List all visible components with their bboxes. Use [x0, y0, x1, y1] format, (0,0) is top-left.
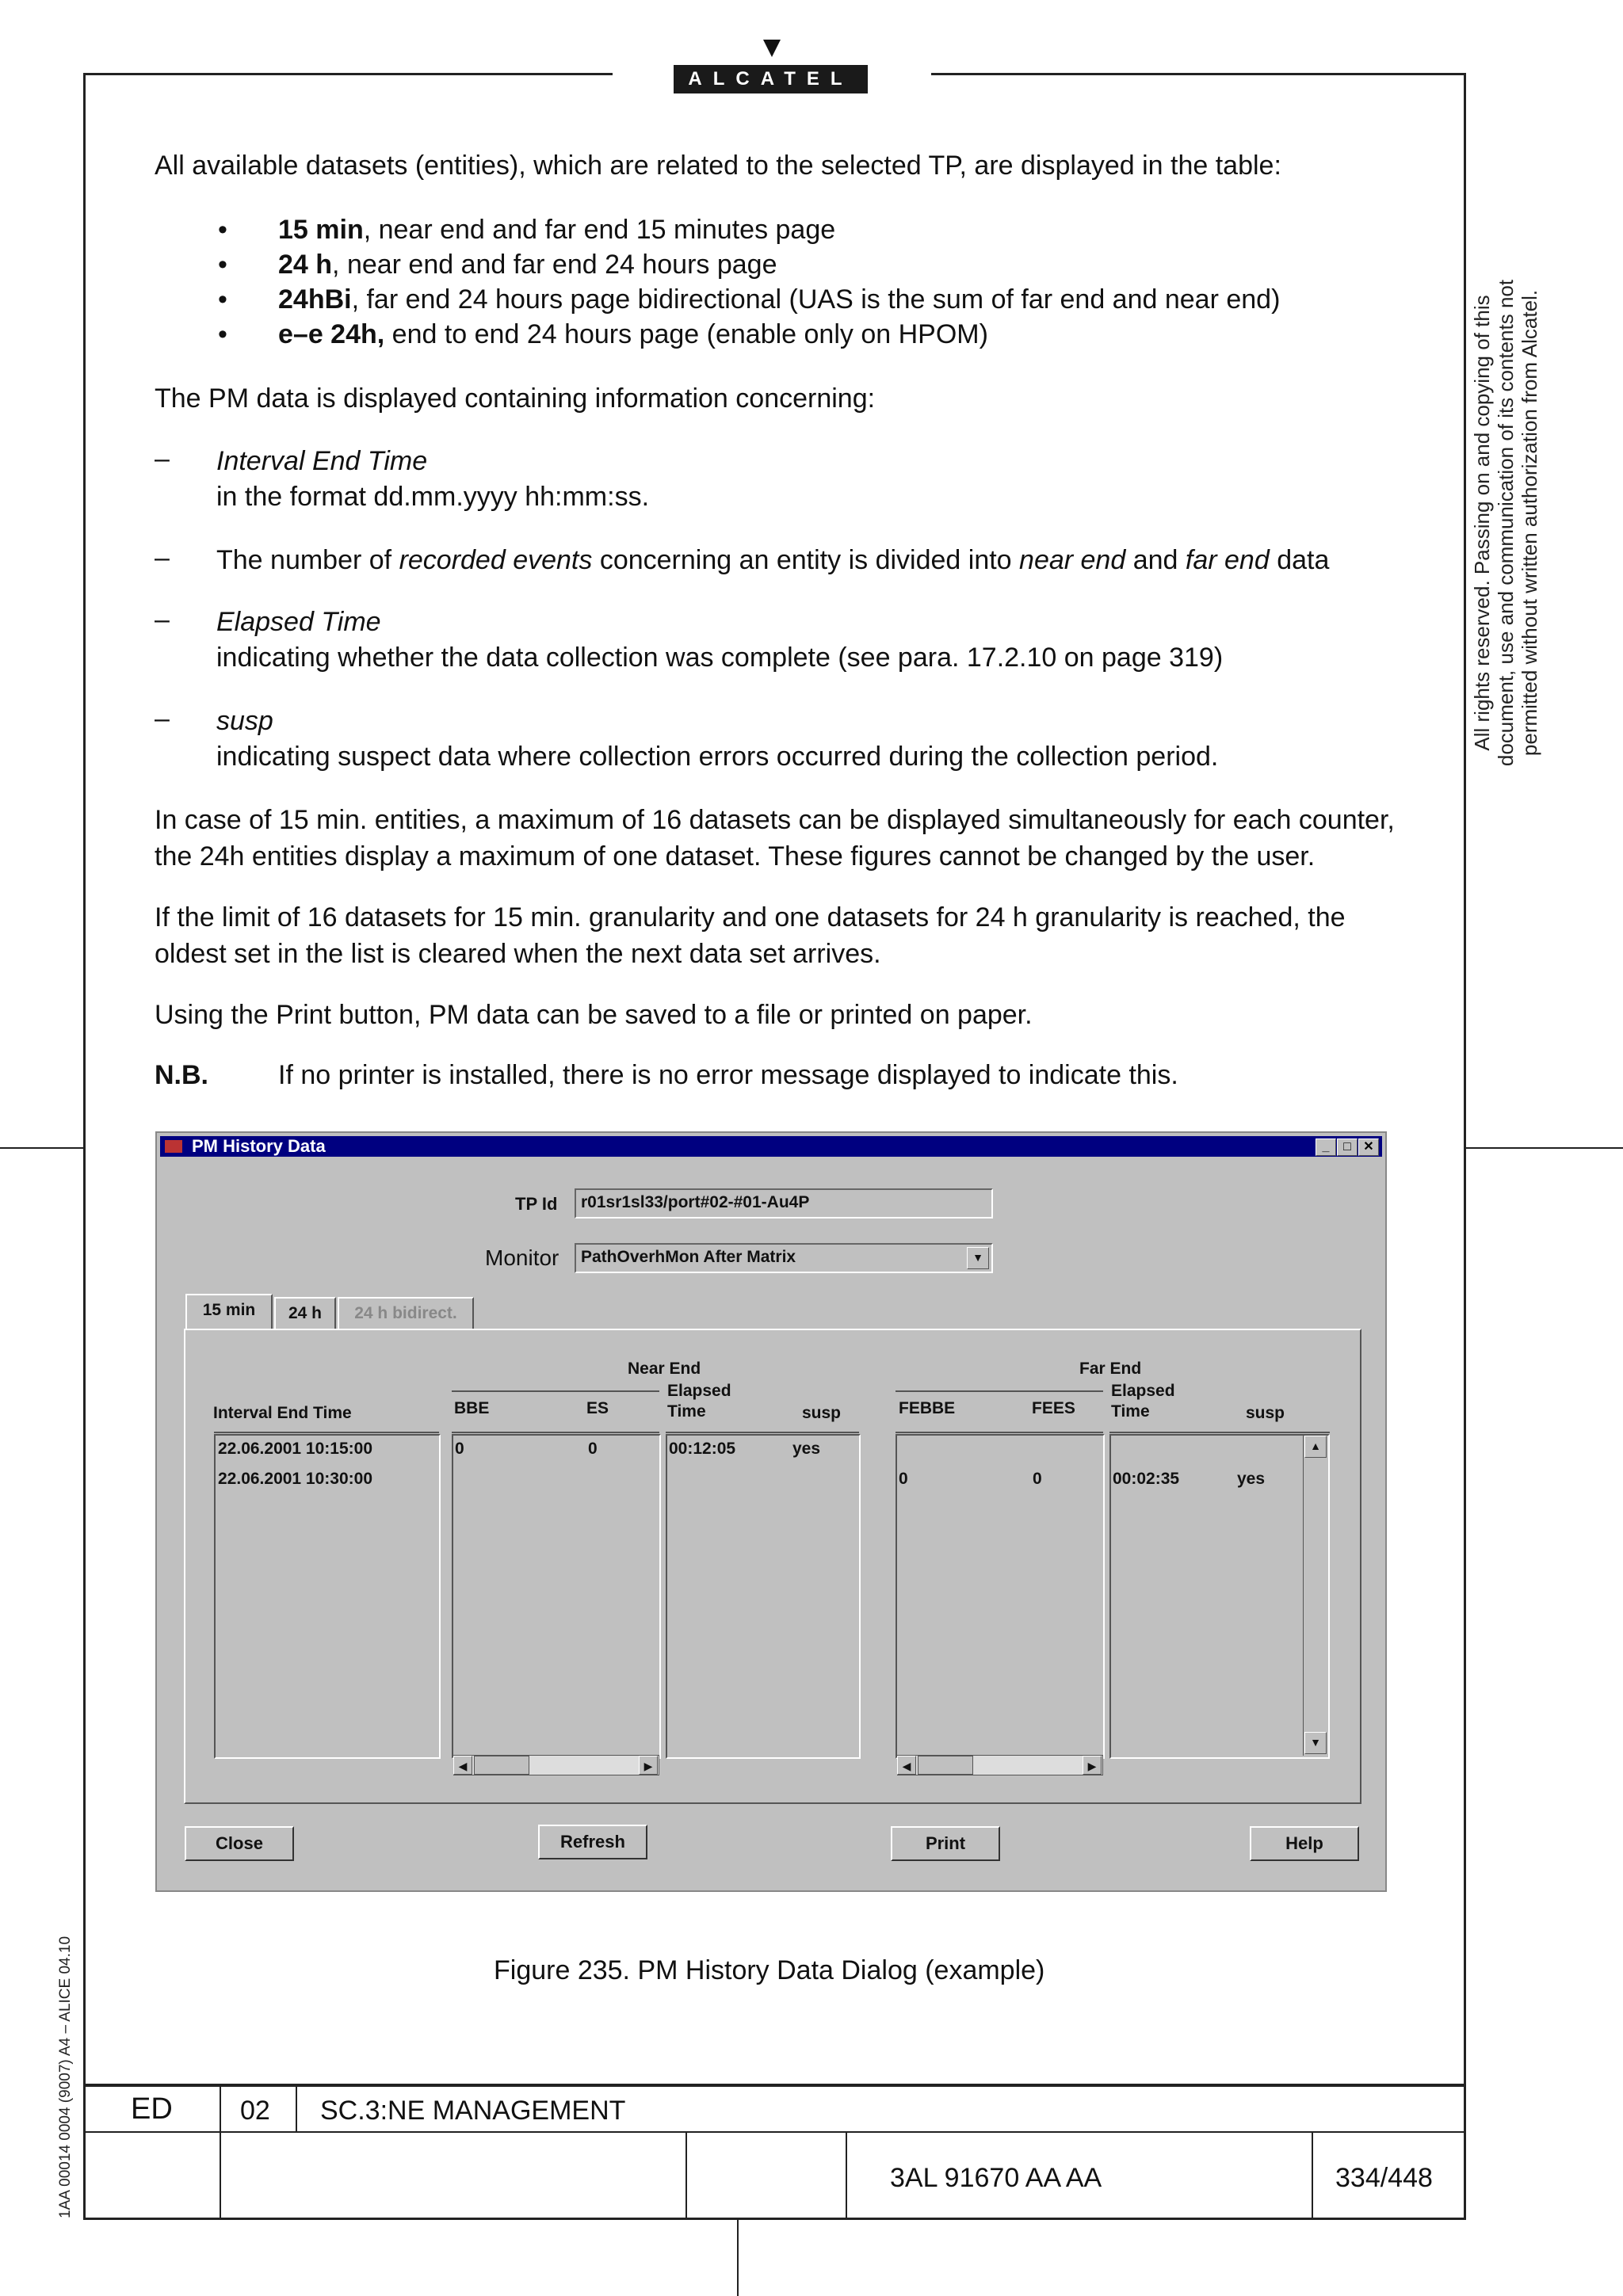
- copyright-note: All rights reserved. Passing on and copying of this document, use and communication of its contents not permitted without written authorization from Alcatel.: [1470, 279, 1541, 767]
- near-elapsed-list[interactable]: [666, 1434, 861, 1759]
- bullet-rest: , far end 24 hours page bidirectional (UAS is the sum of far end and near end): [351, 284, 1281, 315]
- interval-time-2[interactable]: 22.06.2001 10:30:00: [218, 1470, 372, 1488]
- tab-24h-bidirect[interactable]: 24 h bidirect.: [338, 1297, 474, 1329]
- dash-1-text: [216, 444, 649, 515]
- far-susp-value: yes: [1237, 1470, 1266, 1488]
- frame-right: [1464, 73, 1466, 2220]
- logo-triangle-icon: [763, 40, 781, 57]
- footer-col-rule: [296, 2084, 297, 2133]
- febbe-header: FEBBE: [899, 1399, 956, 1417]
- header-rule: [896, 1390, 1103, 1392]
- paragraph-2: If the limit of 16 datasets for 15 min. granularity and one datasets for 24 h granularity is reached, the oldest set in the list is cleared when the next data set arrives.: [155, 902, 1346, 969]
- far-elapsed-header-1: Elapsed: [1111, 1382, 1175, 1400]
- bbe-header: BBE: [454, 1399, 490, 1417]
- text-run: data: [1269, 545, 1330, 575]
- pm-intro-text: The PM data is displayed containing information concerning:: [155, 383, 876, 414]
- near-susp-header: susp: [802, 1404, 842, 1422]
- far-febbe-value: 0: [899, 1470, 908, 1488]
- interval-end-time-header: Interval End Time: [213, 1404, 352, 1422]
- scroll-thumb[interactable]: [474, 1756, 529, 1775]
- far-elapsed-header-2: Time: [1111, 1402, 1150, 1421]
- dash-title: Interval End Time: [216, 446, 428, 476]
- nb-label: N.B.: [155, 1060, 208, 1090]
- minimize-button[interactable]: _: [1316, 1138, 1336, 1156]
- window-menu-icon[interactable]: [165, 1140, 182, 1153]
- monitor-label: Monitor: [485, 1245, 559, 1270]
- bullet-dot: •: [218, 284, 227, 315]
- intro-text: All available datasets (entities), which are related to the selected TP, are displayed in the table:: [155, 151, 1281, 181]
- far-counter-list[interactable]: [896, 1434, 1105, 1759]
- scroll-down-icon[interactable]: ▼: [1304, 1732, 1327, 1754]
- dash-desc: indicating whether the data collection was complete (see para. 17.2.10 on page 319): [216, 643, 1224, 673]
- header-rule: [452, 1432, 659, 1433]
- scroll-right-icon[interactable]: ▶: [1083, 1756, 1102, 1775]
- header-rule: [214, 1432, 439, 1433]
- bullet-bold: 24 h: [278, 250, 333, 280]
- maximize-button[interactable]: □: [1337, 1138, 1358, 1156]
- header-rule: [666, 1432, 859, 1433]
- dash-3: –: [155, 605, 170, 635]
- far-fees-value: 0: [1033, 1470, 1042, 1488]
- dialog-title: PM History Data: [192, 1136, 326, 1156]
- tab-24h[interactable]: 24 h: [274, 1297, 336, 1329]
- near-elapsed-value: 00:12:05: [669, 1440, 736, 1458]
- bullet-dot: •: [218, 319, 227, 349]
- near-es-value: 0: [588, 1440, 598, 1458]
- text-run: near end: [1019, 545, 1126, 575]
- frame-top-right: [931, 73, 1466, 75]
- frame-top-left: [83, 73, 613, 75]
- dash-desc: in the format dd.mm.yyyy hh:mm:ss.: [216, 482, 650, 512]
- scroll-left-icon[interactable]: ◀: [897, 1756, 916, 1775]
- far-susp-header: susp: [1246, 1404, 1285, 1422]
- es-header: ES: [586, 1399, 609, 1417]
- footer-doc-code: 3AL 91670 AA AA: [890, 2163, 1102, 2193]
- bullet-rest: end to end 24 hours page (enable only on HPOM): [384, 319, 988, 349]
- refresh-button[interactable]: Refresh: [538, 1825, 647, 1859]
- footer-top-rule: [83, 2084, 1466, 2087]
- bullet-dot: •: [218, 215, 227, 245]
- form-code: 1AA 00014 0004 (9007) A4 – ALICE 04.10: [57, 1936, 74, 2218]
- near-bbe-value: 0: [455, 1440, 464, 1458]
- monitor-value: PathOverhMon After Matrix: [581, 1248, 796, 1266]
- bullet-rest: , near end and far end 24 hours page: [332, 250, 777, 280]
- scroll-thumb[interactable]: [918, 1756, 973, 1775]
- bullet-bold: e–e 24h,: [278, 319, 385, 349]
- footer-section: SC.3:NE MANAGEMENT: [320, 2096, 626, 2126]
- fees-header: FEES: [1032, 1399, 1075, 1417]
- footer-col-rule: [685, 2131, 687, 2218]
- bullet-rest: , near end and far end 15 minutes page: [363, 215, 836, 245]
- text-run: The number of: [216, 545, 399, 575]
- interval-time-1[interactable]: 22.06.2001 10:15:00: [218, 1440, 372, 1458]
- bullet-dot: •: [218, 250, 227, 280]
- alcatel-logo: ALCATEL: [674, 65, 868, 93]
- monitor-select[interactable]: [575, 1243, 993, 1273]
- close-button[interactable]: Close: [185, 1826, 294, 1861]
- header-rule: [896, 1432, 1103, 1433]
- near-end-header: Near End: [628, 1360, 701, 1378]
- bullet-bold: 24hBi: [278, 284, 352, 315]
- paragraph-1: In case of 15 min. entities, a maximum of 16 datasets can be displayed simultaneously for each counter, the 24h entities display a maximum of one dataset. These figures cannot be changed by the user.: [155, 805, 1395, 871]
- print-button[interactable]: Print: [891, 1826, 1000, 1861]
- scroll-left-icon[interactable]: ◀: [453, 1756, 472, 1775]
- dash-4-text: [216, 704, 1218, 775]
- frame-left: [83, 73, 86, 2220]
- near-elapsed-header-1: Elapsed: [667, 1382, 731, 1400]
- footer-mid-rule: [83, 2131, 1466, 2133]
- dialog-titlebar[interactable]: [160, 1136, 1382, 1157]
- help-button[interactable]: Help: [1250, 1826, 1359, 1861]
- dash-4: –: [155, 704, 170, 734]
- figure-caption: Figure 235. PM History Data Dialog (example): [494, 1955, 1045, 1985]
- text-run: and: [1125, 545, 1186, 575]
- far-elapsed-value: 00:02:35: [1113, 1470, 1180, 1488]
- bullet-bold: 15 min: [278, 215, 364, 245]
- dash-1: –: [155, 444, 170, 474]
- footer-col-rule: [846, 2131, 847, 2218]
- dash-3-text: [216, 605, 1223, 676]
- nb-text: If no printer is installed, there is no error message displayed to indicate this.: [278, 1060, 1178, 1090]
- margin-mark-left: [0, 1147, 83, 1149]
- tp-id-field[interactable]: r01sr1sl33/port#02-#01-Au4P: [575, 1188, 993, 1219]
- dash-2: –: [155, 543, 170, 573]
- far-end-header: Far End: [1079, 1360, 1142, 1378]
- chevron-down-icon[interactable]: ▼: [967, 1247, 989, 1269]
- text-run: far end: [1185, 545, 1270, 575]
- dash-2-text: [216, 543, 1329, 578]
- tp-id-label: TP Id: [515, 1194, 558, 1214]
- header-rule: [452, 1390, 659, 1392]
- footer-bottom-rule: [83, 2218, 1466, 2220]
- near-counter-list[interactable]: [452, 1434, 661, 1759]
- footer-col-rule: [1312, 2131, 1313, 2218]
- close-window-button[interactable]: ✕: [1358, 1138, 1379, 1156]
- header-rule: [1109, 1432, 1330, 1433]
- footer-ed-label: ED: [131, 2092, 173, 2126]
- scroll-right-icon[interactable]: ▶: [639, 1756, 658, 1775]
- footer-col-rule: [220, 2084, 221, 2218]
- dash-title: susp: [216, 706, 273, 736]
- vertical-scrollbar[interactable]: [1303, 1436, 1327, 1756]
- text-run: recorded events: [399, 545, 593, 575]
- near-elapsed-header-2: Time: [667, 1402, 706, 1421]
- margin-mark-right: [1466, 1147, 1623, 1149]
- footer-ed-number: 02: [240, 2096, 270, 2126]
- dash-desc: indicating suspect data where collection errors occurred during the collection period.: [216, 742, 1219, 772]
- scroll-up-icon[interactable]: ▲: [1304, 1436, 1327, 1458]
- dash-title: Elapsed Time: [216, 607, 381, 637]
- footer-page: 334/448: [1335, 2163, 1433, 2193]
- tab-15min[interactable]: 15 min: [185, 1294, 273, 1329]
- paragraph-3: Using the Print button, PM data can be saved to a file or printed on paper.: [155, 1000, 1033, 1030]
- binding-mark: [737, 2218, 739, 2296]
- text-run: concerning an entity is divided into: [592, 545, 1020, 575]
- near-susp-value: yes: [792, 1440, 821, 1458]
